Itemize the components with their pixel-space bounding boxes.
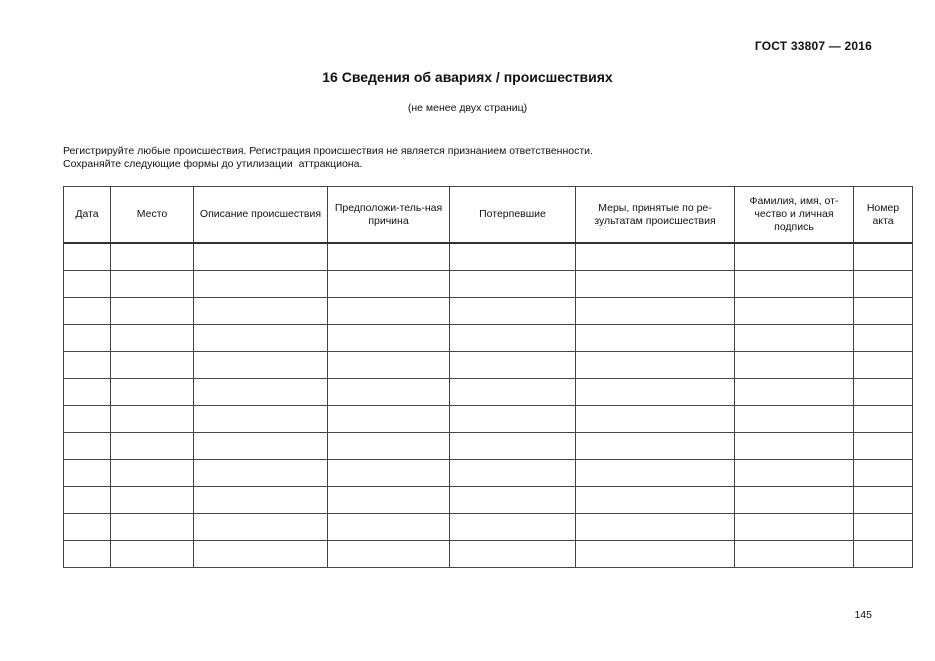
table-cell — [194, 379, 328, 406]
table-cell — [328, 271, 450, 298]
table-cell — [328, 487, 450, 514]
intro-line-1: Регистрируйте любые происшествия. Регистрация происшествия не является признанием ответственности. — [63, 145, 593, 157]
table-cell — [735, 271, 854, 298]
table-cell — [450, 298, 576, 325]
table-cell — [328, 460, 450, 487]
table-cell — [576, 352, 735, 379]
table-row — [64, 379, 913, 406]
table-cell — [111, 406, 194, 433]
table-cell — [450, 271, 576, 298]
table-cell — [111, 243, 194, 271]
table-cell — [194, 271, 328, 298]
table-cell — [735, 433, 854, 460]
intro-text — [63, 145, 593, 171]
table-cell — [576, 406, 735, 433]
table-cell — [576, 487, 735, 514]
table-cell — [735, 541, 854, 568]
column-header-place: Место — [111, 187, 194, 244]
table-cell — [111, 433, 194, 460]
table-cell — [735, 325, 854, 352]
table-cell — [450, 243, 576, 271]
table-row — [64, 243, 913, 271]
table-cell — [194, 541, 328, 568]
column-header-victims: Потерпевшие — [450, 187, 576, 244]
table-cell — [111, 352, 194, 379]
table-cell — [64, 298, 111, 325]
table-cell — [576, 298, 735, 325]
table-cell — [328, 243, 450, 271]
table-cell — [111, 298, 194, 325]
table-cell — [735, 379, 854, 406]
table-cell — [450, 433, 576, 460]
table-cell — [111, 487, 194, 514]
column-header-act-number: Номер акта — [854, 187, 913, 244]
table-cell — [854, 352, 913, 379]
table-cell — [194, 243, 328, 271]
table-cell — [194, 352, 328, 379]
table-cell — [111, 460, 194, 487]
table-cell — [111, 271, 194, 298]
table-cell — [328, 406, 450, 433]
table-row — [64, 541, 913, 568]
table-cell — [576, 514, 735, 541]
table-row — [64, 325, 913, 352]
table-cell — [576, 379, 735, 406]
intro-line-2: Сохраняйте следующие формы до утилизации аттракциона. — [63, 158, 363, 170]
column-header-probable-cause: Предположи-тель-ная причина — [328, 187, 450, 244]
table-cell — [450, 379, 576, 406]
column-header-measures: Меры, принятые по ре-зультатам происшествия — [576, 187, 735, 244]
table-cell — [854, 487, 913, 514]
table-cell — [735, 298, 854, 325]
table-cell — [854, 271, 913, 298]
table-cell — [576, 541, 735, 568]
table-cell — [64, 325, 111, 352]
table-cell — [735, 460, 854, 487]
table-header-row — [64, 187, 913, 244]
table-cell — [854, 460, 913, 487]
document-code: ГОСТ 33807 — 2016 — [754, 39, 872, 53]
table-cell — [576, 243, 735, 271]
table-cell — [64, 271, 111, 298]
table-cell — [111, 541, 194, 568]
table-cell — [576, 433, 735, 460]
table-cell — [450, 352, 576, 379]
column-header-signature: Фамилия, имя, от-чество и личная подпись — [735, 187, 854, 244]
table-cell — [735, 352, 854, 379]
table-cell — [194, 298, 328, 325]
table-cell — [450, 325, 576, 352]
table-row — [64, 298, 913, 325]
table-cell — [194, 514, 328, 541]
table-cell — [64, 379, 111, 406]
table-cell — [64, 243, 111, 271]
table-cell — [111, 514, 194, 541]
section-title: 16 Сведения об авариях / происшествиях — [322, 69, 613, 85]
table-cell — [854, 514, 913, 541]
table-cell — [854, 243, 913, 271]
table-row — [64, 460, 913, 487]
table-cell — [854, 541, 913, 568]
table-cell — [64, 352, 111, 379]
table-row — [64, 514, 913, 541]
table-cell — [194, 325, 328, 352]
table-cell — [450, 541, 576, 568]
table-cell — [328, 541, 450, 568]
table-cell — [450, 460, 576, 487]
table-cell — [194, 433, 328, 460]
table-row — [64, 433, 913, 460]
table-cell — [111, 379, 194, 406]
table-cell — [64, 433, 111, 460]
table-cell — [328, 433, 450, 460]
table-cell — [194, 406, 328, 433]
column-header-description: Описание происшествия — [194, 187, 328, 244]
table-row — [64, 271, 913, 298]
table-cell — [328, 298, 450, 325]
incident-log-table — [63, 186, 913, 568]
section-subtitle: (не менее двух страниц) — [407, 102, 528, 114]
table-cell — [576, 460, 735, 487]
table-cell — [450, 406, 576, 433]
table-cell — [194, 460, 328, 487]
table-cell — [64, 514, 111, 541]
table-cell — [194, 487, 328, 514]
table-cell — [735, 514, 854, 541]
table-cell — [854, 406, 913, 433]
table-cell — [576, 271, 735, 298]
table-body — [64, 243, 913, 568]
table-cell — [64, 406, 111, 433]
column-header-date: Дата — [64, 187, 111, 244]
table-cell — [854, 379, 913, 406]
table-cell — [328, 325, 450, 352]
table-cell — [735, 487, 854, 514]
table-cell — [450, 514, 576, 541]
table-cell — [854, 325, 913, 352]
table-cell — [64, 541, 111, 568]
table-row — [64, 487, 913, 514]
table-cell — [64, 487, 111, 514]
table-cell — [450, 487, 576, 514]
page-number: 145 — [854, 609, 872, 621]
table-cell — [328, 352, 450, 379]
table-cell — [735, 406, 854, 433]
table-cell — [64, 460, 111, 487]
table-row — [64, 406, 913, 433]
table-cell — [854, 298, 913, 325]
table-cell — [111, 325, 194, 352]
table-cell — [328, 379, 450, 406]
table-cell — [328, 514, 450, 541]
table-cell — [735, 243, 854, 271]
table-cell — [854, 433, 913, 460]
table-cell — [576, 325, 735, 352]
table-row — [64, 352, 913, 379]
